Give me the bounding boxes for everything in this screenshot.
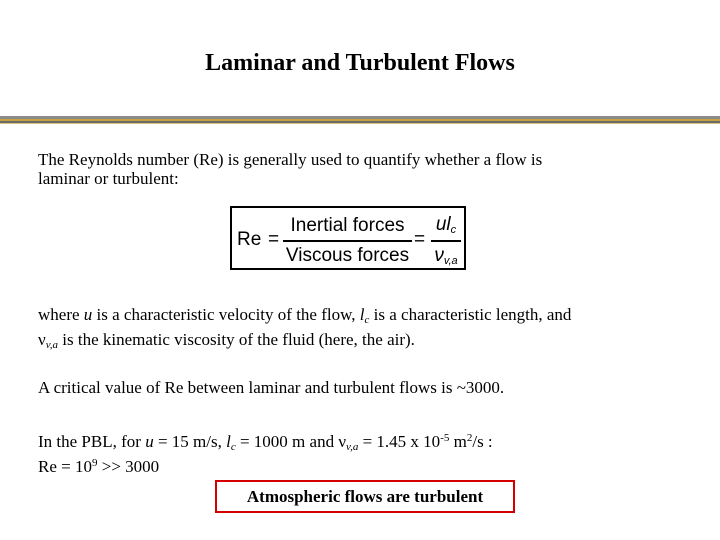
divider-line-light [0, 123, 720, 124]
example-paragraph [38, 432, 688, 476]
eq-equals-2: = [414, 229, 426, 250]
ex-text-3: = 1000 m and [235, 432, 339, 451]
eq-fraction-bar-1 [283, 240, 412, 242]
eq-numerator-symbols [431, 214, 461, 236]
def-text-1: where [38, 305, 84, 324]
def-text-3: is a characteristic length, and [369, 305, 572, 324]
eq-equals-1: = [268, 229, 280, 250]
def-text-4: is the kinematic viscosity of the fluid (here, the air). [58, 330, 415, 349]
ex-text-6: /s : [472, 432, 493, 451]
eq-nu-subscript: v,a [443, 255, 458, 267]
eq-lhs: Re [237, 229, 262, 250]
ex-re-exponent: 9 [91, 457, 98, 469]
intro-line-1: The Reynolds number (Re) is generally used to quantify whether a flow is [38, 150, 543, 169]
intro-paragraph [38, 150, 688, 188]
ex-text-1: In the PBL, for [38, 432, 146, 451]
conclusion-callout: Atmospheric flows are turbulent [215, 480, 515, 513]
def-nu-subscript: v,a [45, 339, 59, 351]
eq-fraction-bar-2 [431, 240, 461, 242]
ex-text-5: m [449, 432, 467, 451]
ex-re-suffix: >> 3000 [97, 457, 160, 476]
intro-line-2: laminar or turbulent: [38, 169, 179, 188]
eq-u-symbol: u [435, 214, 447, 235]
def-nu-symbol: ν [38, 330, 46, 349]
ex-l-subscript: c [230, 441, 236, 453]
ex-nu-subscript: v,a [346, 441, 359, 453]
def-l-subscript: c [364, 314, 370, 326]
reynolds-equation [230, 206, 466, 270]
ex-u-symbol: u [145, 432, 154, 451]
critical-value-paragraph: A critical value of Re between laminar and turbulent flows is ~3000. [38, 378, 505, 397]
eq-l-symbol: l [446, 214, 451, 235]
def-l-symbol: l [359, 305, 365, 324]
ex-l-symbol: l [226, 432, 231, 451]
def-u-symbol: u [83, 305, 93, 324]
ex-text-2: = 15 m/s, [153, 432, 227, 451]
definition-paragraph [38, 305, 688, 355]
def-text-2: is a characteristic velocity of the flow, [92, 305, 360, 324]
eq-denominator-symbols [430, 245, 462, 267]
ex-exponent-1: -5 [440, 432, 450, 444]
eq-numerator-forces: Inertial forces [290, 215, 405, 236]
eq-denominator-forces: Viscous forces [285, 245, 410, 266]
slide-title: Laminar and Turbulent Flows [205, 50, 515, 76]
ex-exponent-2: 2 [466, 432, 473, 444]
ex-text-4: = 1.45 x 10 [358, 432, 441, 451]
ex-nu-symbol: ν [338, 432, 347, 451]
ex-re-prefix: Re = 10 [38, 457, 92, 476]
eq-nu-symbol: ν [434, 245, 444, 266]
eq-l-subscript: c [450, 224, 457, 236]
